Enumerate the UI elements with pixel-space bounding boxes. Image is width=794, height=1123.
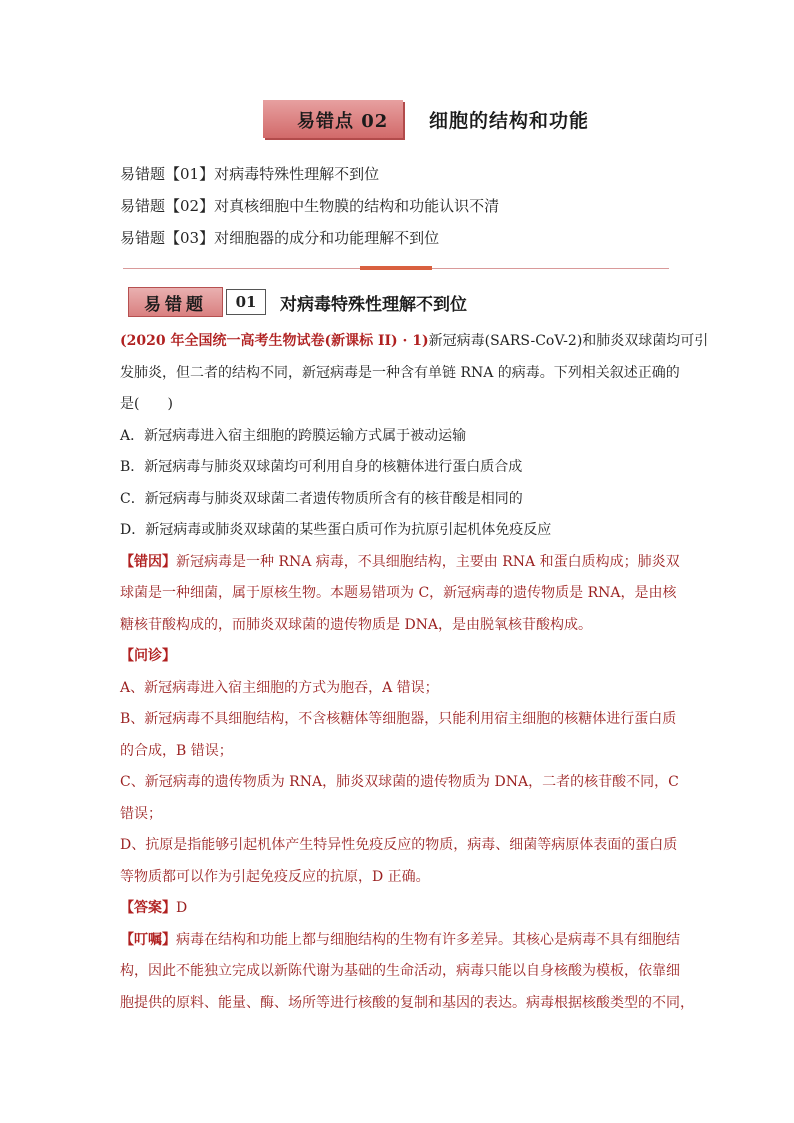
- error-cause-text: 新冠病毒是一种 RNA 病毒，不具细胞结构，主要由 RNA 和蛋白质构成；肺炎双: [176, 553, 680, 570]
- toc-item: 易错题【03】对细胞器的成分和功能理解不到位: [120, 229, 440, 247]
- option-b: B．新冠病毒与肺炎双球菌均可利用自身的核糖体进行蛋白质合成: [120, 459, 523, 475]
- diagnosis-line: C、新冠病毒的遗传物质为 RNA，肺炎双球菌的遗传物质为 DNA，二者的核苷酸不同，C: [120, 774, 679, 790]
- stem-text: 新冠病毒(SARS-CoV-2)和肺炎双球菌均可引: [428, 333, 709, 349]
- section-number: 01: [226, 289, 266, 315]
- answer-tag: 【答案】: [120, 900, 176, 916]
- question-stem-line: 是( ): [120, 396, 173, 412]
- question-stem-line: 发肺炎，但二者的结构不同，新冠病毒是一种含有单链 RNA 的病毒。下列相关叙述正确的: [120, 364, 680, 381]
- diagnosis-line: 的合成，B 错误；: [120, 742, 233, 759]
- page-title: [263, 100, 589, 138]
- error-cause-line: 球菌是一种细菌，属于原核生物。本题易错项为 C，新冠病毒的遗传物质是 RNA，是由核: [120, 585, 677, 601]
- question-body: [120, 326, 709, 1019]
- option-a: A．新冠病毒进入宿主细胞的跨膜运输方式属于被动运输: [120, 427, 467, 444]
- table-of-contents: [120, 160, 499, 256]
- section-title: 对病毒特殊性理解不到位: [280, 294, 467, 315]
- error-cause-line: 糖核苷酸构成的，而肺炎双球菌的遗传物质是 DNA，是由脱氧核苷酸构成。: [120, 616, 593, 633]
- title-badge-text: 易错点 02: [297, 111, 389, 132]
- diagnosis-line: B、新冠病毒不具细胞结构，不含核糖体等细胞器，只能利用宿主细胞的核糖体进行蛋白质: [120, 711, 677, 727]
- diagnosis-line: 等物质都可以作为引起免疫反应的抗原，D 正确。: [120, 868, 430, 885]
- section-header: [128, 287, 467, 317]
- option-d: D．新冠病毒或肺炎双球菌的某些蛋白质可作为抗原引起机体免疫反应: [120, 522, 552, 538]
- question-source: (2020 年全国统一高考生物试卷(新课标 II) · 1): [120, 333, 429, 349]
- diagnosis-line: D、抗原是指能够引起机体产生特异性免疫反应的物质，病毒、细菌等病原体表面的蛋白质: [120, 837, 678, 853]
- answer-value: D: [176, 900, 188, 916]
- question-stem: [120, 326, 709, 358]
- toc-item: 易错题【02】对真核细胞中生物膜的结构和功能认识不清: [120, 197, 500, 215]
- reminder-text: 病毒在结构和功能上都与细胞结构的生物有许多差异。其核心是病毒不具有细胞结: [176, 931, 680, 948]
- answer: [120, 893, 672, 925]
- title-badge: [263, 100, 403, 138]
- option-c: C．新冠病毒与肺炎双球菌二者遗传物质所含有的核苷酸是相同的: [120, 490, 523, 507]
- reminder-line: 胞提供的原料、能量、酶、场所等进行核酸的复制和基因的表达。病毒根据核酸类型的不同，: [120, 994, 694, 1011]
- error-cause-tag: 【错因】: [120, 553, 176, 570]
- section-label: 易错题: [128, 287, 223, 317]
- title-text: 细胞的结构和功能: [429, 109, 590, 132]
- diagnosis-header: [120, 641, 672, 673]
- divider-accent: [360, 266, 432, 270]
- diagnosis-line: A、新冠病毒进入宿主细胞的方式为胞吞，A 错误；: [120, 679, 439, 696]
- error-cause: [120, 547, 680, 579]
- reminder-line: 构，因此不能独立完成以新陈代谢为基础的生命活动，病毒只能以自身核酸为模板，依靠细: [120, 963, 680, 979]
- toc-item: 易错题【01】对病毒特殊性理解不到位: [120, 165, 380, 183]
- reminder: [120, 925, 680, 957]
- diagnosis-tag: 【问诊】: [120, 648, 176, 664]
- reminder-tag: 【叮嘱】: [120, 931, 176, 948]
- diagnosis-line: 错误；: [120, 805, 162, 822]
